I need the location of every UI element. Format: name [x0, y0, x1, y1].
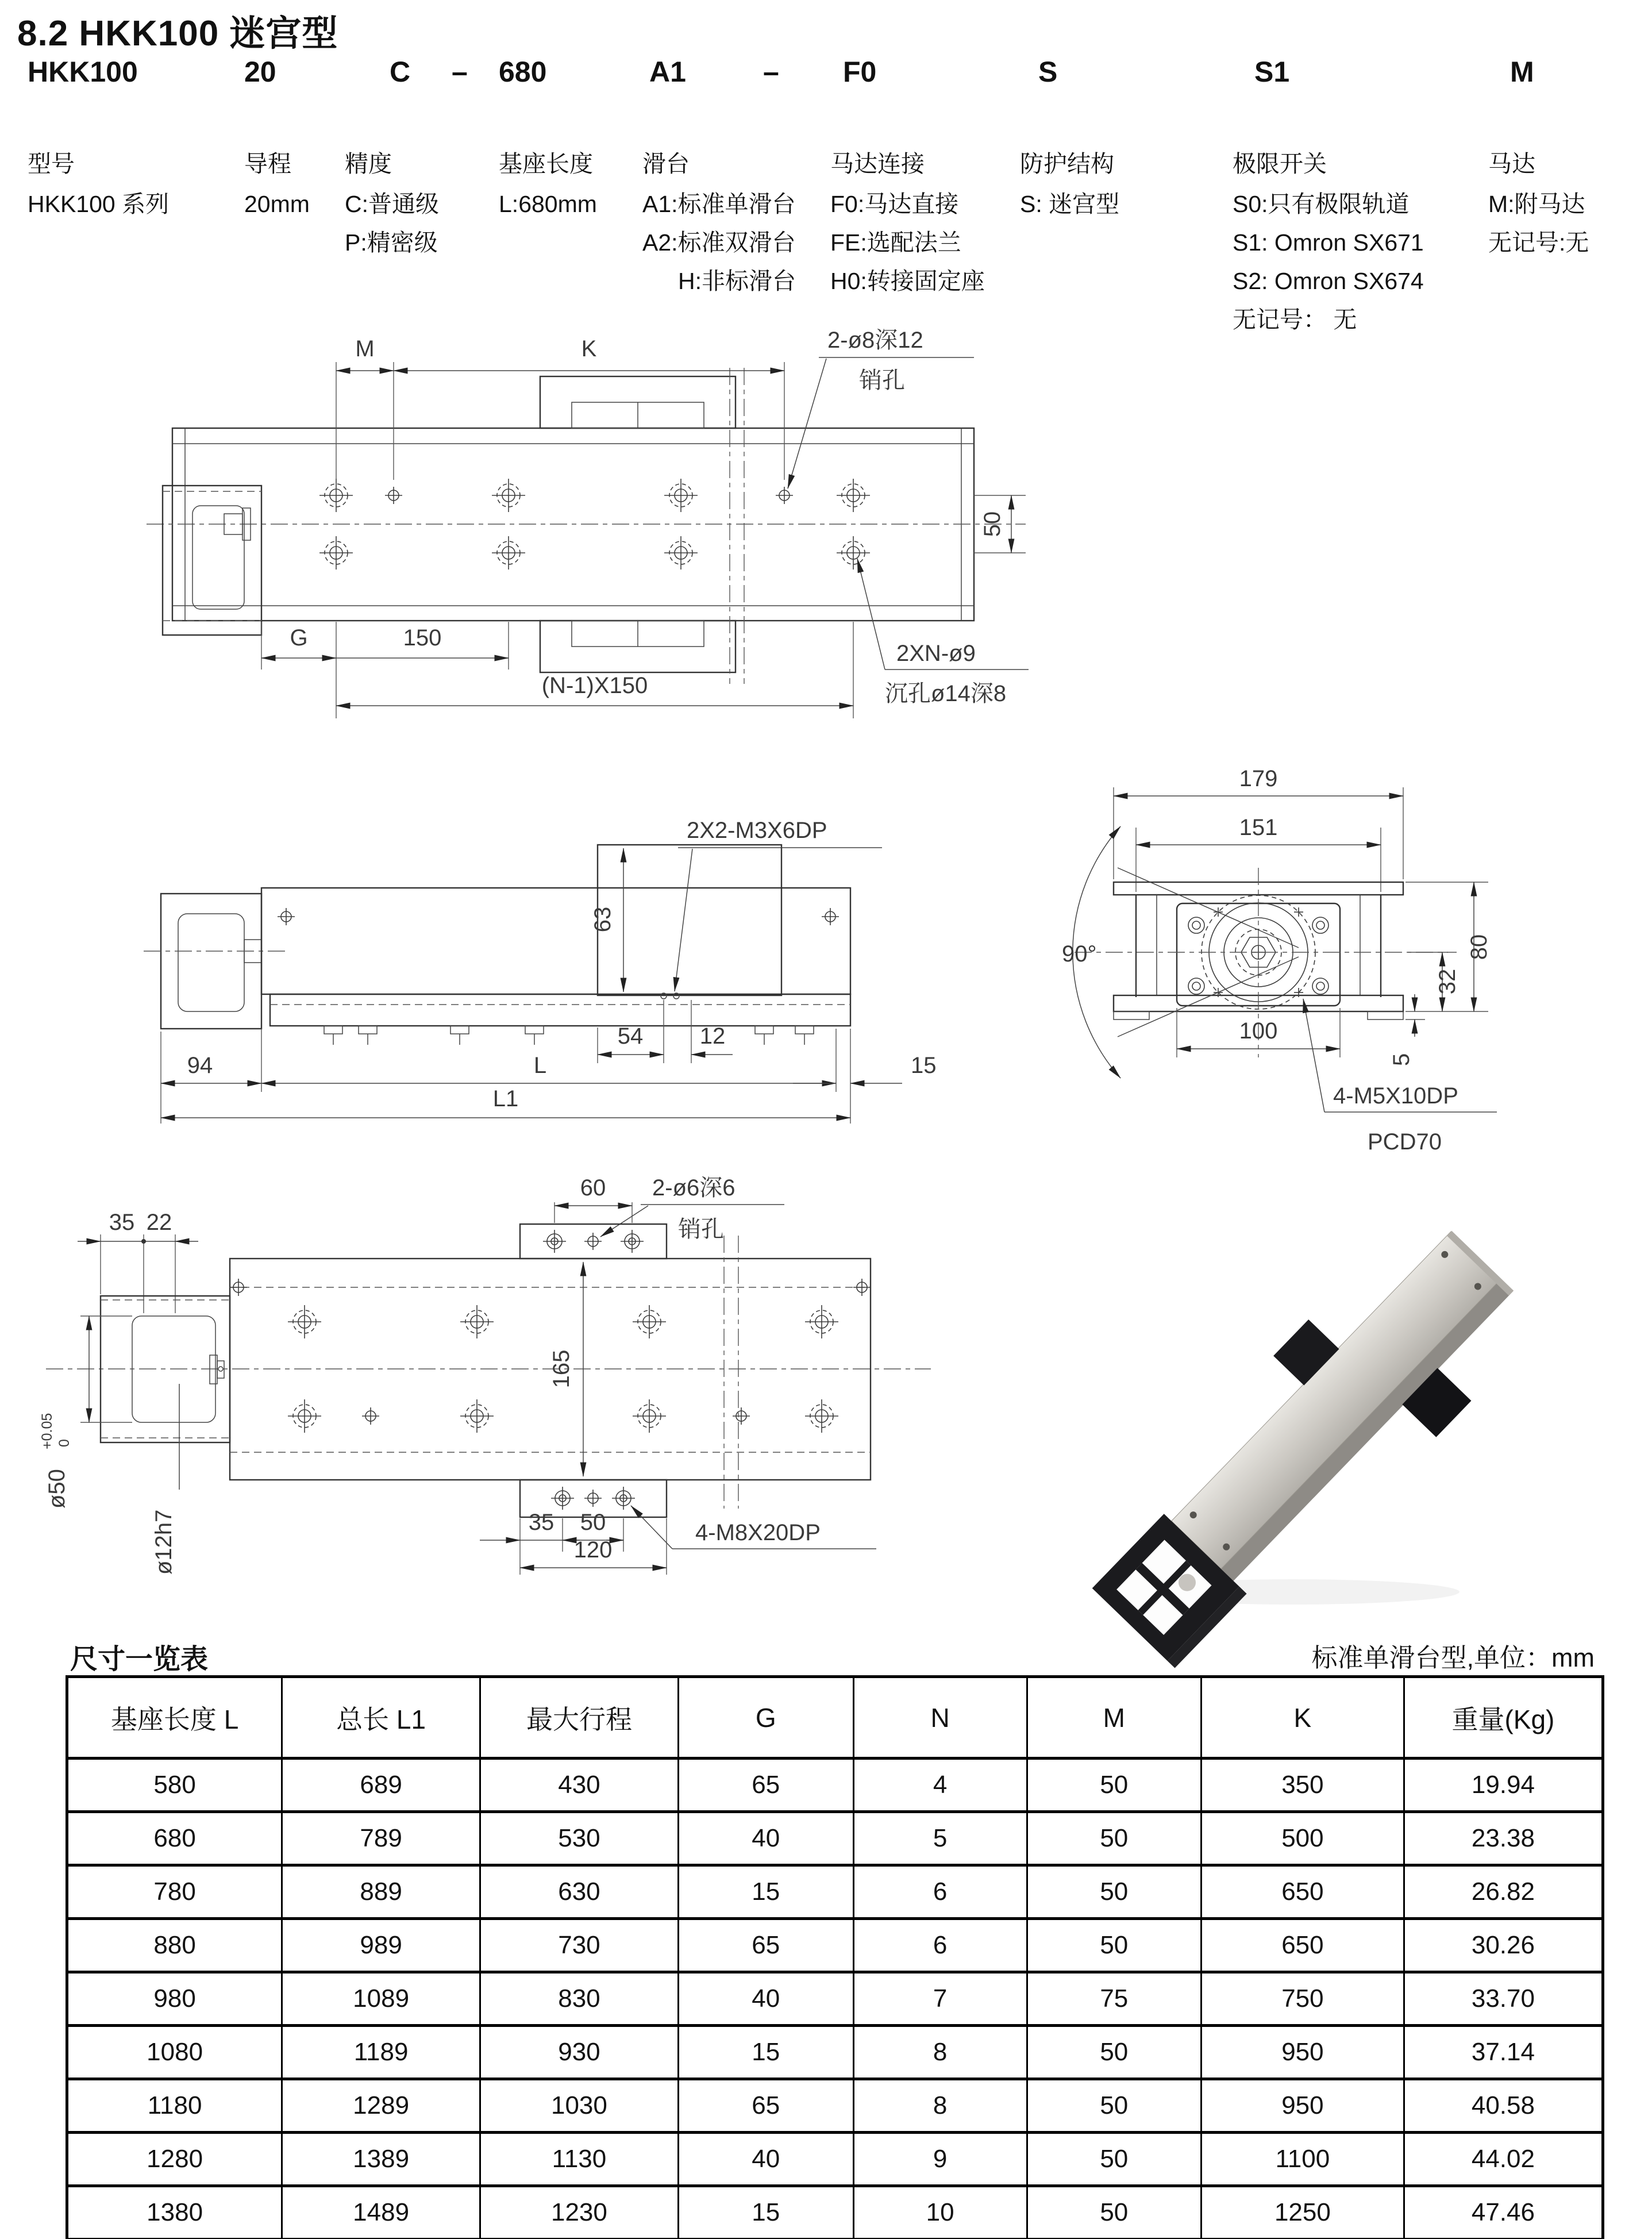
cell: 37.14 — [1404, 2026, 1603, 2079]
dim-15: 15 — [911, 1053, 937, 1078]
dia50-tol-dn: 0 — [56, 1439, 72, 1447]
pin6-label-2: 销孔 — [678, 1217, 724, 1242]
cell: 1280 — [67, 2133, 282, 2186]
cell: 1489 — [282, 2186, 480, 2239]
order-col-motor — [1488, 55, 1589, 262]
dim-179: 179 — [1239, 766, 1278, 791]
opt: 20mm — [244, 191, 310, 217]
cell: 950 — [1201, 2026, 1404, 2079]
cell: 50 — [1027, 2026, 1201, 2079]
cell: 1389 — [282, 2133, 480, 2186]
pin6-label: 2-ø6深6 — [652, 1175, 735, 1201]
dia50-label — [39, 1413, 72, 1509]
cell: 6 — [853, 1865, 1027, 1919]
cell: 580 — [67, 1759, 282, 1812]
cell: 40.58 — [1404, 2079, 1603, 2133]
cell: 830 — [480, 1972, 679, 2026]
dim-120: 120 — [573, 1537, 613, 1563]
opt: H:非标滑台 — [678, 268, 796, 294]
dim-151: 151 — [1239, 815, 1278, 840]
dia12-label: ø12h7 — [151, 1509, 176, 1575]
code-model: HKK100 — [28, 56, 138, 88]
bottom-view-drawing — [34, 1172, 942, 1598]
label-protect: 防护结构 — [1020, 151, 1114, 177]
cell: 1100 — [1201, 2133, 1404, 2186]
top-view-drawing — [138, 322, 1034, 724]
table-row — [67, 2026, 1603, 2079]
dim-50: 50 — [980, 511, 1005, 537]
pin-hole-label-2: 销孔 — [859, 368, 905, 393]
table-row — [67, 2079, 1603, 2133]
product-photo — [1120, 1190, 1569, 1615]
dim-M: M — [355, 336, 375, 361]
opt: H0:转接固定座 — [830, 268, 985, 294]
opt: A1:标准单滑台 — [642, 191, 796, 217]
cell: 950 — [1201, 2079, 1404, 2133]
opt: S: 迷宫型 — [1020, 191, 1120, 217]
order-col-model — [28, 55, 169, 224]
cell: 15 — [678, 1865, 853, 1919]
code-precision: C — [390, 56, 411, 88]
cell: 44.02 — [1404, 2133, 1603, 2186]
cell: 65 — [678, 1919, 853, 1972]
cbore-label: 2XN-ø9 — [896, 641, 976, 666]
opt: S2: Omron SX674 — [1233, 268, 1424, 294]
cell: 40 — [678, 1812, 853, 1865]
cell: 430 — [480, 1759, 679, 1812]
cell: 4 — [853, 1759, 1027, 1812]
cell: 530 — [480, 1812, 679, 1865]
label-motor: 马达 — [1488, 151, 1535, 177]
table-row — [67, 1919, 1603, 1972]
cell: 26.82 — [1404, 1865, 1603, 1919]
dim-80: 80 — [1466, 934, 1492, 960]
dim-63: 63 — [590, 906, 615, 933]
cell: 10 — [853, 2186, 1027, 2239]
table-row — [67, 2133, 1603, 2186]
col-header: 最大行程 — [480, 1677, 679, 1759]
order-col-precision — [345, 55, 439, 262]
dim-G: G — [290, 625, 308, 651]
col-header: G — [678, 1677, 853, 1759]
label-limitswitch: 极限开关 — [1233, 151, 1327, 177]
table-row — [67, 1972, 1603, 2026]
col-header: N — [853, 1677, 1027, 1759]
opt: 无记号:无 — [1488, 229, 1589, 256]
cell: 50 — [1027, 1812, 1201, 1865]
dim-12: 12 — [699, 1024, 726, 1049]
dim-150: 150 — [403, 625, 442, 651]
pcd-label: PCD70 — [1368, 1129, 1442, 1155]
cell: 50 — [1027, 1759, 1201, 1812]
opt: M:附马达 — [1488, 191, 1585, 217]
cell: 19.94 — [1404, 1759, 1603, 1812]
cell: 789 — [282, 1812, 480, 1865]
cell: 1380 — [67, 2186, 282, 2239]
cell: 75 — [1027, 1972, 1201, 2026]
cell: 8 — [853, 2079, 1027, 2133]
cell: 6 — [853, 1919, 1027, 1972]
dash: – — [763, 56, 779, 88]
col-header: 基座长度 L — [67, 1677, 282, 1759]
pin-hole-label: 2-ø8深12 — [827, 328, 923, 353]
dim-L1: L1 — [492, 1086, 519, 1111]
cell: 50 — [1027, 1919, 1201, 1972]
m8-screw-label: 4-M8X20DP — [695, 1520, 821, 1545]
order-col-motorconn — [830, 55, 985, 301]
cell: 65 — [678, 2079, 853, 2133]
cell: 50 — [1027, 2186, 1201, 2239]
dim-35-top: 35 — [109, 1210, 135, 1235]
opt: A2:标准双滑台 — [642, 229, 796, 256]
cell: 630 — [480, 1865, 679, 1919]
page-title: 8.2 HKK100 迷宫型 — [17, 14, 338, 53]
cell: 15 — [678, 2186, 853, 2239]
order-dash-2 — [763, 55, 779, 145]
cell: 50 — [1027, 2133, 1201, 2186]
dim-100: 100 — [1239, 1018, 1278, 1044]
cell: 1289 — [282, 2079, 480, 2133]
end-view-drawing — [1029, 736, 1546, 1161]
dia50-text: ø50 — [44, 1469, 70, 1509]
cbore-label-2: 沉孔ø14深8 — [885, 681, 1007, 706]
dimension-table — [66, 1675, 1604, 2239]
code-baselength: 680 — [499, 56, 547, 88]
table-row — [67, 1812, 1603, 1865]
code-protect: S — [1038, 56, 1058, 88]
cell: 1230 — [480, 2186, 679, 2239]
dim-35-bot: 35 — [528, 1510, 554, 1535]
opt: L:680mm — [499, 191, 597, 217]
cell: 40 — [678, 1972, 853, 2026]
col-header: 总长 L1 — [282, 1677, 480, 1759]
table-title: 尺寸一览表 — [70, 1644, 209, 1675]
cell: 1089 — [282, 1972, 480, 2026]
order-col-lead — [244, 55, 310, 224]
cell: 1030 — [480, 2079, 679, 2133]
cell: 65 — [678, 1759, 853, 1812]
dim-90deg: 90° — [1062, 941, 1097, 967]
cell: 23.38 — [1404, 1812, 1603, 1865]
m3-screw-label: 2X2-M3X6DP — [687, 818, 827, 843]
table-row — [67, 2186, 1603, 2239]
dim-32: 32 — [1435, 968, 1460, 995]
label-lead: 导程 — [244, 151, 291, 177]
dim-54: 54 — [617, 1024, 644, 1049]
dim-50-bot: 50 — [580, 1510, 606, 1535]
cell: 750 — [1201, 1972, 1404, 2026]
cell: 9 — [853, 2133, 1027, 2186]
dia50-tol-up: +0.05 — [39, 1413, 55, 1449]
opt: 无记号： 无 — [1233, 306, 1357, 333]
dim-K: K — [581, 336, 597, 361]
cell: 1189 — [282, 2026, 480, 2079]
cell: 47.46 — [1404, 2186, 1603, 2239]
opt: P:精密级 — [345, 229, 438, 256]
dim-5: 5 — [1389, 1053, 1414, 1066]
cell: 1080 — [67, 2026, 282, 2079]
dash: – — [452, 56, 468, 88]
m5-screw-label: 4-M5X10DP — [1333, 1083, 1458, 1109]
dim-N150: (N-1)X150 — [541, 673, 648, 698]
cell: 930 — [480, 2026, 679, 2079]
opt: S0:只有极限轨道 — [1233, 191, 1410, 217]
actuator-body — [1070, 1202, 1547, 1687]
cell: 33.70 — [1404, 1972, 1603, 2026]
cell: 1130 — [480, 2133, 679, 2186]
cell: 680 — [67, 1812, 282, 1865]
dim-94: 94 — [187, 1053, 213, 1078]
table-row — [67, 1759, 1603, 1812]
side-view-drawing — [138, 818, 1034, 1126]
cell: 650 — [1201, 1919, 1404, 1972]
opt: C:普通级 — [345, 191, 439, 217]
cell: 5 — [853, 1812, 1027, 1865]
cell: 980 — [67, 1972, 282, 2026]
col-header: M — [1027, 1677, 1201, 1759]
cell: 1180 — [67, 2079, 282, 2133]
cell: 350 — [1201, 1759, 1404, 1812]
cell: 880 — [67, 1919, 282, 1972]
cell: 780 — [67, 1865, 282, 1919]
cell: 989 — [282, 1919, 480, 1972]
opt: FE:选配法兰 — [830, 229, 961, 256]
code-slider: A1 — [649, 56, 686, 88]
opt: S1: Omron SX671 — [1233, 229, 1424, 256]
cell: 730 — [480, 1919, 679, 1972]
cell: 15 — [678, 2026, 853, 2079]
dim-22: 22 — [146, 1210, 172, 1235]
col-header: K — [1201, 1677, 1404, 1759]
dim-165: 165 — [549, 1349, 574, 1388]
opt: HKK100 系列 — [28, 191, 170, 217]
order-col-protect — [1020, 55, 1119, 224]
cell: 50 — [1027, 1865, 1201, 1919]
label-baselength: 基座长度 — [499, 151, 593, 177]
cell: 30.26 — [1404, 1919, 1603, 1972]
cell: 40 — [678, 2133, 853, 2186]
cell: 8 — [853, 2026, 1027, 2079]
code-motor: M — [1510, 56, 1534, 88]
cell: 50 — [1027, 2079, 1201, 2133]
table-header-row — [67, 1677, 1603, 1759]
dim-60: 60 — [580, 1175, 606, 1201]
code-lead: 20 — [244, 56, 276, 88]
code-limitswitch: S1 — [1254, 56, 1290, 88]
table-row — [67, 1865, 1603, 1919]
col-header: 重量(Kg) — [1404, 1677, 1603, 1759]
cell: 500 — [1201, 1812, 1404, 1865]
opt: F0:马达直接 — [830, 191, 959, 217]
code-motorconn: F0 — [843, 56, 877, 88]
cell: 889 — [282, 1865, 480, 1919]
cell: 1250 — [1201, 2186, 1404, 2239]
cell: 650 — [1201, 1865, 1404, 1919]
cell: 7 — [853, 1972, 1027, 2026]
label-model: 型号 — [28, 151, 75, 177]
order-col-limitswitch — [1233, 55, 1424, 339]
label-precision: 精度 — [345, 151, 392, 177]
dim-L: L — [533, 1053, 547, 1078]
order-dash-1 — [452, 55, 468, 145]
order-col-baselength — [499, 55, 597, 224]
cell: 689 — [282, 1759, 480, 1812]
table-subtitle: 标准单滑台型,单位：mm — [1311, 1643, 1595, 1672]
label-slider: 滑台 — [642, 151, 690, 177]
label-motorconn: 马达连接 — [830, 151, 925, 177]
